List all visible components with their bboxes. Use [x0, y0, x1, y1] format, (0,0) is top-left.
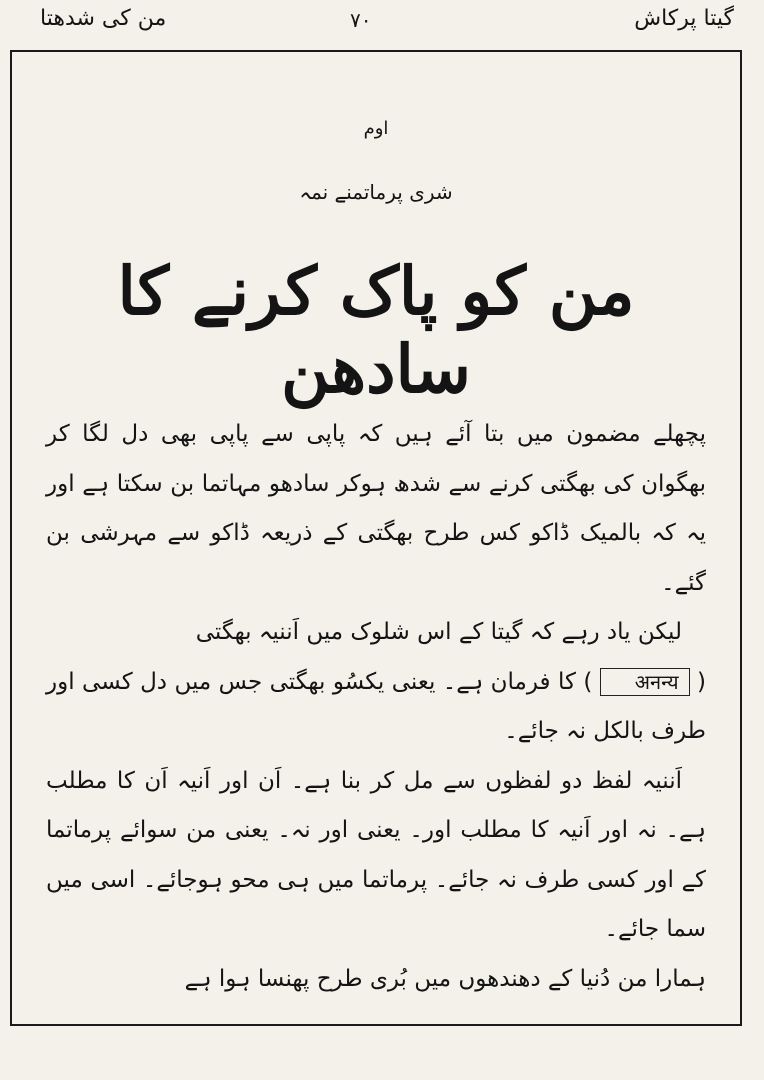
- hindi-word-box: अनन्य: [600, 668, 690, 696]
- p2-line-1: لیکن یاد رہے کہ گیتا کے اس شلوک میں اَننیہ بھگتی: [195, 619, 682, 645]
- page-number: ۷۰: [350, 8, 372, 32]
- om-invocation: اوم: [363, 118, 389, 139]
- p1-line-3: اور یہ کہ بالمیک ڈاکو کس طرح بھگتی کے ذریعہ ڈاکو سے مہرشی: [46, 470, 707, 546]
- chapter-title-header: من کی شدھتا: [40, 6, 167, 31]
- p4-line-1: ہمارا من دُنیا کے دھندھوں میں بُری طرح پھنسا ہوا ہے: [184, 965, 706, 992]
- p3-line-2: اَن کا مطلب ہے۔ نہ اور اَنیہ کا مطلب اور۔ یعنی اور نہ۔: [46, 767, 706, 843]
- p1-line-2: کر بھگوان کی بھگتی کرنے سے شدھ ہوکر سادھو مہاتما بن سکتا ہے: [46, 421, 706, 497]
- page-content: [26, 52, 726, 1024]
- running-head: [0, 4, 764, 44]
- page-title: من کو پاک کرنے کا سادھن: [117, 252, 635, 408]
- p1-line-1: پچھلے مضمون میں بتا آئے ہیں کہ پاپی سے پاپی بھی دل لگا: [82, 421, 706, 447]
- p2-line-2-start: (: [697, 668, 707, 695]
- paragraph-2: [46, 608, 706, 757]
- p3-line-4: ہی محو ہوجائے۔ اسی میں سما جائے۔: [46, 866, 706, 942]
- article-body: [46, 410, 706, 1004]
- paragraph-3: [46, 757, 706, 955]
- p3-line-3: یعنی من سوائے پرماتما کے اور کسی طرف نہ جائے۔ پرماتما میں: [46, 817, 707, 893]
- book-title-header: گیتا پرکاش: [634, 6, 734, 31]
- p3-line-1: اَننیہ لفظ دو لفظوں سے مل کر بنا ہے۔ اَن اور اَنیہ: [177, 767, 682, 794]
- paragraph-4: [46, 955, 706, 1005]
- p2-line-3: اور طرف بالکل نہ جائے۔: [46, 668, 706, 744]
- invocation-line: شری پرماتمنے نمہ: [299, 180, 453, 204]
- p2-line-2-end: ) کا فرمان ہے۔ یعنی یکسُو بھگتی جس میں دل کسی: [82, 668, 593, 695]
- p1-line-4: بن گئے۔: [46, 520, 706, 596]
- page-border: [10, 50, 742, 1026]
- paragraph-1: [46, 410, 706, 608]
